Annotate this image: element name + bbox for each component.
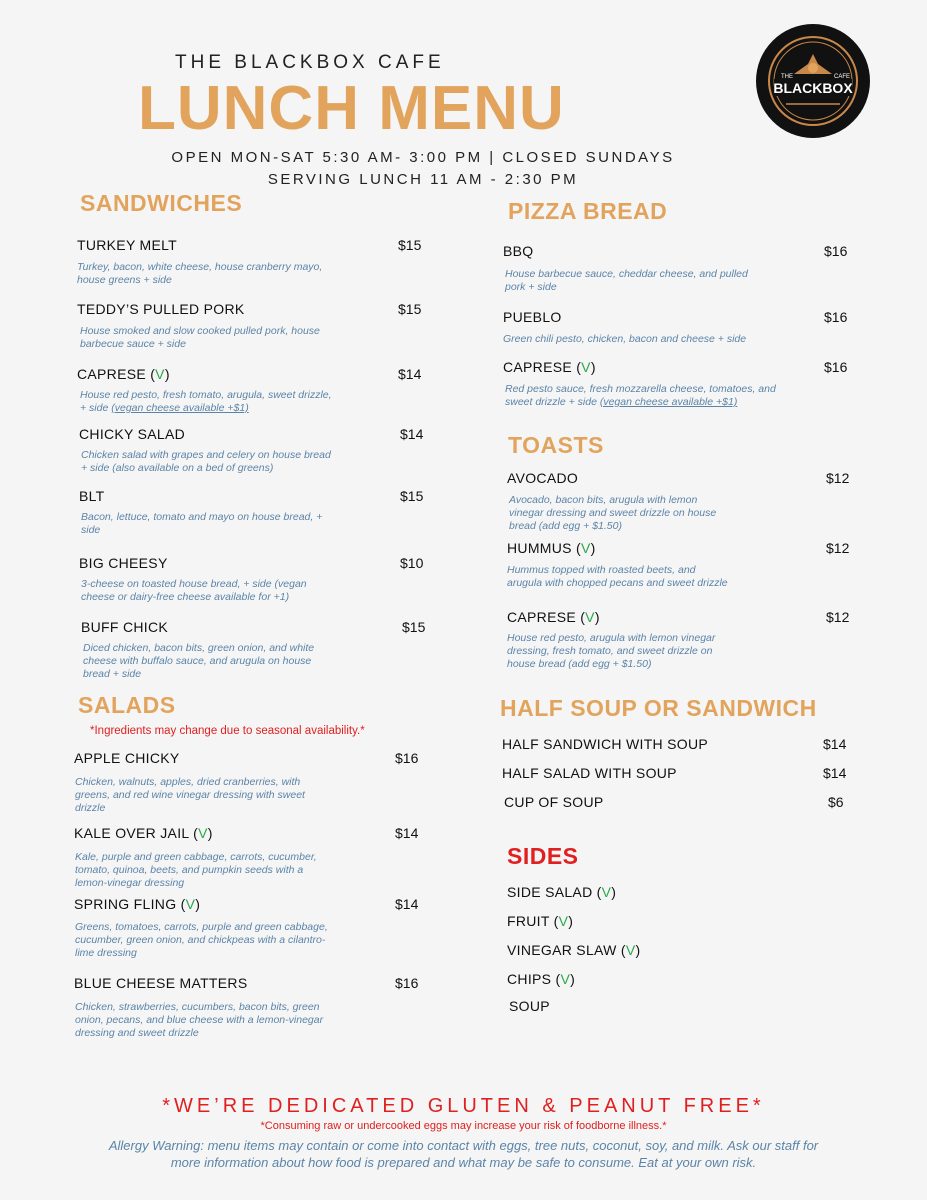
salad-desc: Chicken, strawberries, cucumbers, bacon bits, green onion, pecans, and blue cheese with a lemon-vinegar dressing and sweet drizzle xyxy=(75,1001,324,1039)
vegan-mark: V xyxy=(185,896,196,912)
vegan-cheese-note: (vegan cheese available +$1) xyxy=(599,396,738,408)
pizza-name: CAPRESE (V) xyxy=(503,359,596,375)
half-soup-price: $14 xyxy=(823,765,847,781)
side-name: SIDE SALAD (V) xyxy=(507,884,617,900)
sandwich-desc: Diced chicken, bacon bits, green onion, and white cheese with buffalo sauce, and arugula on house bread + side xyxy=(83,642,315,680)
item-name-text: FRUIT xyxy=(507,913,550,929)
pizza-price: $16 xyxy=(824,309,848,325)
half-soup-title: HALF SOUP OR SANDWICH xyxy=(500,695,817,721)
vegan-mark: V xyxy=(601,884,612,900)
item-name-text: SIDE SALAD xyxy=(507,884,593,900)
item-name-text: SPRING FLING xyxy=(74,896,177,912)
hours-line-2: SERVING LUNCH 11 AM - 2:30 PM xyxy=(267,171,579,188)
salad-name: SPRING FLING (V) xyxy=(74,896,201,912)
pizza-desc xyxy=(505,383,795,409)
salad-name: APPLE CHICKY xyxy=(74,750,180,766)
vegan-mark: V xyxy=(560,971,571,987)
salad-name: KALE OVER JAIL (V) xyxy=(74,825,213,841)
sandwich-price: $14 xyxy=(400,426,424,442)
allergy-warning: Allergy Warning: menu items may contain or come into contact with eggs, tree nuts, coconut, soy, and milk. Ask our staff for more information about how food is prepared and what may be safe to consume. Eat at your own risk. xyxy=(108,1138,819,1170)
salad-price: $16 xyxy=(395,750,419,766)
sandwich-desc: Bacon, lettuce, tomato and mayo on house bread, + side xyxy=(81,511,323,536)
side-name: SOUP xyxy=(509,998,550,1014)
pizza-price: $16 xyxy=(824,359,848,375)
sandwich-desc: 3-cheese on toasted house bread, + side (vegan cheese or dairy-free cheese available for +1) xyxy=(81,578,307,603)
logo-emblem-icon xyxy=(756,24,870,138)
side-name: CHIPS (V) xyxy=(507,971,576,987)
item-name-text: KALE OVER JAIL xyxy=(74,825,189,841)
item-name-text: VINEGAR SLAW xyxy=(507,942,617,958)
item-name-text: HUMMUS xyxy=(507,540,572,556)
salads-title: SALADS xyxy=(78,692,176,718)
vegan-cheese-note: (vegan cheese available +$1) xyxy=(111,402,249,414)
sandwich-desc xyxy=(80,389,335,415)
item-name-text: CAPRESE xyxy=(503,359,573,375)
sandwich-name: CAPRESE (V) xyxy=(77,366,170,382)
logo-small-right: CAFE xyxy=(834,74,851,80)
toast-price: $12 xyxy=(826,540,850,556)
sandwich-price: $10 xyxy=(400,555,424,571)
item-name-text: CHIPS xyxy=(507,971,552,987)
sandwich-name: CHICKY SALAD xyxy=(79,426,186,442)
side-name: VINEGAR SLAW (V) xyxy=(507,942,641,958)
sandwich-price: $15 xyxy=(398,237,422,253)
toasts-title: TOASTS xyxy=(508,432,604,458)
vegan-mark: V xyxy=(625,942,636,958)
salad-desc: Kale, purple and green cabbage, carrots, cucumber, tomato, quinoa, beets, and pumpkin seeds with a lemon-vinegar dressing xyxy=(75,851,317,889)
salad-price: $16 xyxy=(395,975,419,991)
vegan-mark: V xyxy=(585,609,595,625)
sides-title: SIDES xyxy=(507,843,579,869)
seasonal-note: *Ingredients may change due to seasonal availability.* xyxy=(90,725,365,737)
toast-price: $12 xyxy=(826,609,850,625)
toast-name: HUMMUS (V) xyxy=(507,540,596,556)
pizza-price: $16 xyxy=(824,243,848,259)
vegan-mark: V xyxy=(155,366,165,382)
toast-desc: House red pesto, arugula with lemon vinegar dressing, fresh tomato, and sweet drizzle on house bread (add egg + $1.50) xyxy=(507,632,716,670)
sandwich-desc: Chicken salad with grapes and celery on house bread + side (also available on a bed of greens) xyxy=(81,449,331,474)
vegan-mark: V xyxy=(558,913,569,929)
half-soup-name: HALF SANDWICH WITH SOUP xyxy=(502,736,709,752)
cafe-name: THE BLACKBOX CAFE xyxy=(175,52,445,73)
sandwich-name: BUFF CHICK xyxy=(81,619,168,635)
sandwich-price: $15 xyxy=(400,488,424,504)
gluten-peanut-free-notice: *WE’RE DEDICATED GLUTEN & PEANUT FREE* xyxy=(162,1095,765,1117)
hours-line-1: OPEN MON-SAT 5:30 AM- 3:00 PM | CLOSED SUNDAYS xyxy=(171,149,675,166)
vegan-mark: V xyxy=(580,540,591,556)
sandwiches-title: SANDWICHES xyxy=(80,190,243,216)
salad-desc: Greens, tomatoes, carrots, purple and green cabbage, cucumber, green onion, and chickpeas with a cilantro-lime dressing xyxy=(75,921,328,959)
pizza-name: PUEBLO xyxy=(503,309,562,325)
sandwich-name: TURKEY MELT xyxy=(77,237,178,253)
side-name: FRUIT (V) xyxy=(507,913,574,929)
sandwich-desc: Turkey, bacon, white cheese, house cranberry mayo, house greens + side xyxy=(77,261,323,286)
logo-small-left: THE xyxy=(781,74,793,80)
pizza-desc: Green chili pesto, chicken, bacon and cheese + side xyxy=(503,333,747,345)
pizza-name: BBQ xyxy=(503,243,534,259)
salad-name: BLUE CHEESE MATTERS xyxy=(74,975,248,991)
eggs-warning: *Consuming raw or undercooked eggs may increase your risk of foodborne illness.* xyxy=(260,1120,667,1132)
salad-desc: Chicken, walnuts, apples, dried cranberries, with greens, and red wine vinegar dressing with sweet drizzle xyxy=(75,776,305,814)
salad-price: $14 xyxy=(395,825,419,841)
sandwich-price: $15 xyxy=(398,301,422,317)
item-name-text: CAPRESE xyxy=(77,366,147,382)
logo-text: BLACKBOX xyxy=(773,80,853,96)
toast-name: AVOCADO xyxy=(507,470,579,486)
sandwich-price: $15 xyxy=(402,619,426,635)
sandwich-name: BIG CHEESY xyxy=(79,555,168,571)
half-soup-name: CUP OF SOUP xyxy=(504,794,604,810)
pizza-bread-title: PIZZA BREAD xyxy=(508,198,668,224)
vegan-mark: V xyxy=(198,825,208,841)
toast-desc: Hummus topped with roasted beets, and arugula with chopped pecans and sweet drizzle xyxy=(507,564,728,589)
desc-text: Red pesto sauce, fresh mozzarella cheese, tomatoes, and sweet drizzle + side xyxy=(505,383,776,408)
toast-name: CAPRESE (V) xyxy=(507,609,600,625)
half-soup-price: $14 xyxy=(823,736,847,752)
sandwich-name: BLT xyxy=(79,488,105,504)
toast-desc: Avocado, bacon bits, arugula with lemon vinegar dressing and sweet drizzle on house bread (add egg + $1.50) xyxy=(509,494,717,532)
sandwich-name: TEDDY’S PULLED PORK xyxy=(77,301,245,317)
cafe-logo xyxy=(756,24,870,138)
vegan-mark: V xyxy=(581,359,591,375)
sandwich-desc: House smoked and slow cooked pulled pork, house barbecue sauce + side xyxy=(80,325,320,350)
salad-price: $14 xyxy=(395,896,419,912)
menu-title: LUNCH MENU xyxy=(138,74,565,143)
desc-text: House red pesto, fresh tomato, arugula, sweet drizzle, + side xyxy=(80,389,332,414)
sandwich-price: $14 xyxy=(398,366,422,382)
pizza-desc: House barbecue sauce, cheddar cheese, and pulled pork + side xyxy=(505,268,748,293)
item-name-text: CAPRESE xyxy=(507,609,577,625)
toast-price: $12 xyxy=(826,470,850,486)
half-soup-name: HALF SALAD WITH SOUP xyxy=(502,765,677,781)
half-soup-price: $6 xyxy=(828,794,844,810)
